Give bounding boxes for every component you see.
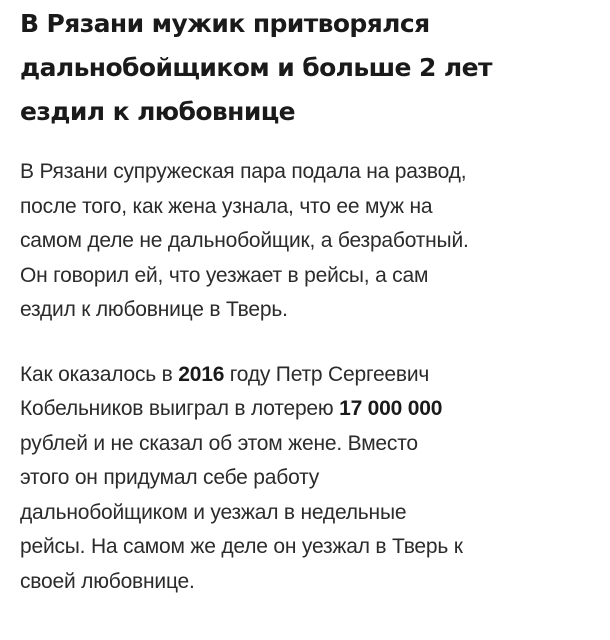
paragraph-line: после того, как жена узнала, что ее муж на — [20, 194, 433, 218]
paragraph-line: Он говорил ей, что уезжает в рейсы, а сам — [20, 263, 429, 287]
paragraph-line: своей любовнице. — [20, 569, 195, 593]
text-run: Как оказалось в — [20, 362, 179, 386]
text-run: Кобельников выиграл в лотерею — [20, 397, 340, 420]
article-paragraph-1 — [20, 155, 590, 328]
headline-line: ездил к любовнице — [20, 97, 296, 126]
headline-line: В Рязани мужик притворялся — [20, 9, 430, 38]
news-article — [20, 0, 590, 599]
paragraph-line: ездил к любовнице в Тверь. — [20, 298, 288, 321]
paragraph-line: дальнобойщиком и уезжал в недельные — [20, 500, 407, 524]
paragraph-line: рублей и не сказал об этом жене. Вместо — [20, 431, 418, 455]
text-run: году Петр Сергеевич — [224, 362, 430, 386]
highlight-year: 2016 — [178, 362, 225, 386]
paragraph-line: самом деле не дальнобойщик, а безработный. — [20, 229, 469, 252]
article-paragraph-2 — [20, 358, 590, 600]
highlight-amount: 17 000 000 — [339, 397, 443, 420]
paragraph-line: этого он придумал себе работу — [20, 466, 320, 489]
headline-line: дальнобойщиком и больше 2 лет — [20, 53, 492, 82]
paragraph-line — [20, 392, 590, 427]
paragraph-line — [20, 358, 590, 393]
article-headline — [20, 0, 590, 134]
paragraph-line: В Рязани супружеская пара подала на развод, — [20, 160, 467, 183]
paragraph-line: рейсы. На самом же деле он уезжал в Тверь к — [20, 535, 463, 558]
